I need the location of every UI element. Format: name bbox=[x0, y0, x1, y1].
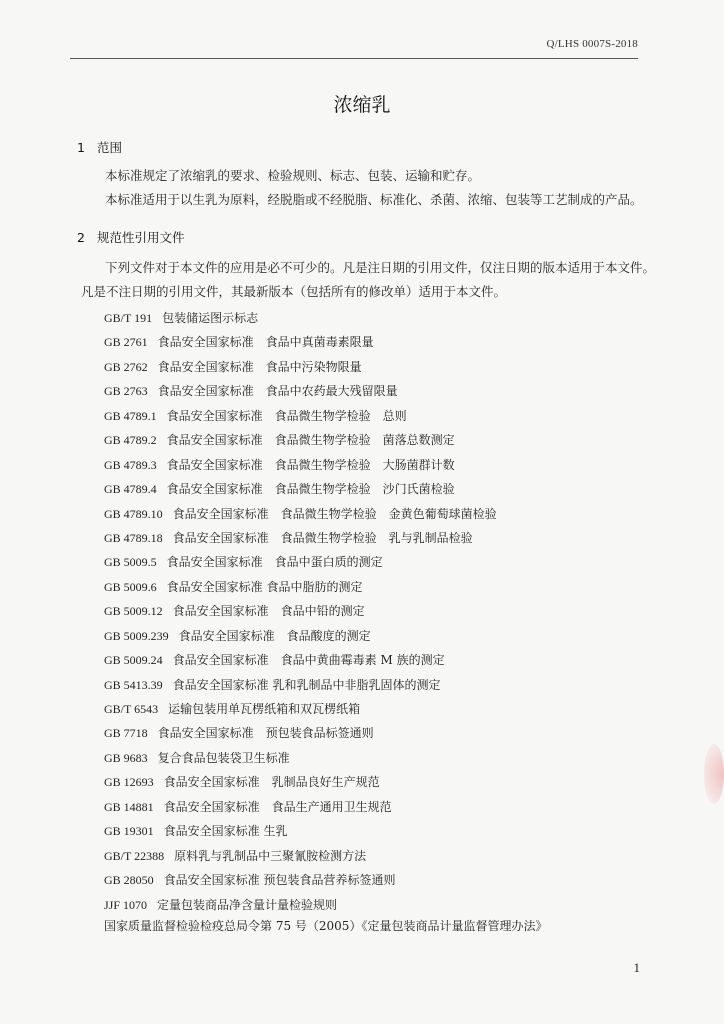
reference-item bbox=[104, 697, 497, 721]
reference-item bbox=[104, 526, 497, 550]
reference-title: 食品安全国家标准 预包装食品标签通则 bbox=[157, 726, 374, 741]
section-1-number: 1 bbox=[77, 140, 85, 155]
reference-title: 包装储运图示标志 bbox=[162, 311, 259, 325]
reference-item bbox=[104, 648, 497, 672]
reference-item bbox=[104, 453, 497, 477]
reference-item bbox=[104, 844, 497, 868]
reference-code: GB 4789.3 bbox=[104, 457, 157, 472]
reference-title: 食品安全国家标准 食品微生物学检验 总则 bbox=[166, 408, 407, 423]
reference-title: 原料乳与乳制品中三聚氰胺检测方法 bbox=[174, 848, 367, 863]
section-1-title: 范围 bbox=[97, 140, 123, 155]
header-divider bbox=[70, 58, 638, 59]
reference-code: GB 28050 bbox=[104, 873, 154, 888]
reference-item bbox=[104, 721, 497, 745]
reference-code: GB 19301 bbox=[104, 824, 154, 839]
reference-title: 食品安全国家标准 预包装食品营养标签通则 bbox=[163, 873, 396, 888]
reference-code: GB 2762 bbox=[104, 359, 148, 374]
section-1-paragraph-2: 本标准适用于以生乳为原料，经脱脂或不经脱脂、标准化、杀菌、浓缩、包装等工艺制成的产品。 bbox=[105, 192, 643, 207]
reference-code: GB 4789.4 bbox=[104, 482, 157, 497]
reference-title: 食品安全国家标准 食品中脂肪的测定 bbox=[166, 579, 363, 594]
reference-code: GB 7718 bbox=[104, 726, 148, 741]
reference-code: JJF 1070 bbox=[104, 897, 148, 912]
page-number: 1 bbox=[633, 960, 640, 975]
reference-item bbox=[104, 624, 497, 648]
reference-item bbox=[104, 306, 497, 330]
reference-title: 运输包装用单瓦楞纸箱和双瓦楞纸箱 bbox=[168, 702, 361, 716]
reference-list bbox=[104, 306, 497, 917]
reference-code: GB/T 22388 bbox=[104, 848, 165, 863]
reference-item bbox=[104, 330, 497, 354]
reference-code: GB 2761 bbox=[104, 335, 148, 350]
reference-code: GB 5009.24 bbox=[104, 653, 163, 668]
reference-code: GB 9683 bbox=[104, 750, 148, 765]
reference-title: 食品安全国家标准 食品微生物学检验 大肠菌群计数 bbox=[166, 457, 455, 472]
reference-code: GB 5009.12 bbox=[104, 604, 163, 619]
reference-title: 食品安全国家标准 食品中农药最大残留限量 bbox=[157, 384, 398, 399]
reference-item bbox=[104, 550, 497, 574]
document-title: 浓缩乳 bbox=[333, 94, 391, 116]
reference-item bbox=[104, 673, 497, 697]
reference-item bbox=[104, 819, 497, 843]
reference-item bbox=[104, 575, 497, 599]
reference-code: GB/T 191 bbox=[104, 311, 153, 325]
reference-item bbox=[104, 599, 497, 623]
reference-item bbox=[104, 355, 497, 379]
reference-code: GB 5009.6 bbox=[104, 579, 157, 594]
reference-code: GB 14881 bbox=[104, 799, 154, 814]
scan-stain bbox=[704, 744, 724, 804]
reference-title: 食品安全国家标准 食品中黄曲霉毒素 M 族的测定 bbox=[172, 653, 445, 668]
reference-code: GB 4789.18 bbox=[104, 530, 163, 545]
reference-title: 复合食品包装袋卫生标准 bbox=[157, 750, 290, 765]
section-2-number: 2 bbox=[77, 230, 85, 245]
reference-code: GB 2763 bbox=[104, 384, 148, 399]
reference-title: 食品安全国家标准 生乳 bbox=[163, 824, 288, 839]
reference-code: GB 4789.1 bbox=[104, 408, 157, 423]
reference-code: GB 12693 bbox=[104, 775, 154, 790]
regulation-reference: 国家质量监督检验检疫总局令第 75 号（2005）《定量包装商品计量监督管理办法》 bbox=[104, 919, 548, 933]
reference-title: 食品安全国家标准 食品中污染物限量 bbox=[157, 359, 362, 374]
reference-code: GB 5413.39 bbox=[104, 677, 163, 692]
reference-title: 食品安全国家标准 食品生产通用卫生规范 bbox=[163, 799, 392, 814]
reference-code: GB 5009.5 bbox=[104, 555, 157, 570]
section-1-paragraph-1: 本标准规定了浓缩乳的要求、检验规则、标志、包装、运输和贮存。 bbox=[105, 168, 481, 183]
reference-title: 食品安全国家标准 食品酸度的测定 bbox=[178, 628, 371, 643]
reference-code: GB 4789.10 bbox=[104, 506, 163, 521]
standard-code: Q/LHS 0007S-2018 bbox=[546, 38, 638, 50]
reference-item bbox=[104, 795, 497, 819]
reference-title: 食品安全国家标准 食品微生物学检验 沙门氏菌检验 bbox=[166, 482, 455, 497]
reference-item bbox=[104, 746, 497, 770]
reference-item bbox=[104, 428, 497, 452]
section-2-intro: 下列文件对于本文件的应用是必不可少的。凡是注日期的引用文件，仅注日期的版本适用于本文件。凡是不注日期的引用文件，其最新版本（包括所有的修改单）适用于本文件。 bbox=[81, 260, 656, 299]
reference-title: 食品安全国家标准 乳和乳制品中非脂乳固体的测定 bbox=[172, 677, 441, 692]
section-2-title: 规范性引用文件 bbox=[97, 230, 185, 245]
reference-item bbox=[104, 893, 497, 917]
reference-item bbox=[104, 868, 497, 892]
reference-title: 食品安全国家标准 乳制品良好生产规范 bbox=[163, 775, 380, 790]
reference-title: 定量包装商品净含量计量检验规则 bbox=[157, 897, 338, 912]
section-2-heading bbox=[77, 228, 185, 246]
reference-code: GB 4789.2 bbox=[104, 433, 157, 448]
reference-item bbox=[104, 770, 497, 794]
reference-code: GB 5009.239 bbox=[104, 628, 169, 643]
reference-title: 食品安全国家标准 食品微生物学检验 菌落总数测定 bbox=[166, 433, 455, 448]
reference-title: 食品安全国家标准 食品中蛋白质的测定 bbox=[166, 555, 383, 570]
section-1-heading bbox=[77, 138, 122, 156]
reference-item bbox=[104, 477, 497, 501]
reference-code: GB/T 6543 bbox=[104, 702, 159, 716]
reference-title: 食品安全国家标准 食品中铅的测定 bbox=[172, 604, 365, 619]
reference-title: 食品安全国家标准 食品微生物学检验 金黄色葡萄球菌检验 bbox=[172, 506, 497, 521]
reference-item bbox=[104, 379, 497, 403]
reference-item bbox=[104, 404, 497, 428]
reference-title: 食品安全国家标准 食品微生物学检验 乳与乳制品检验 bbox=[172, 530, 473, 545]
reference-title: 食品安全国家标准 食品中真菌毒素限量 bbox=[157, 335, 374, 350]
reference-item bbox=[104, 502, 497, 526]
